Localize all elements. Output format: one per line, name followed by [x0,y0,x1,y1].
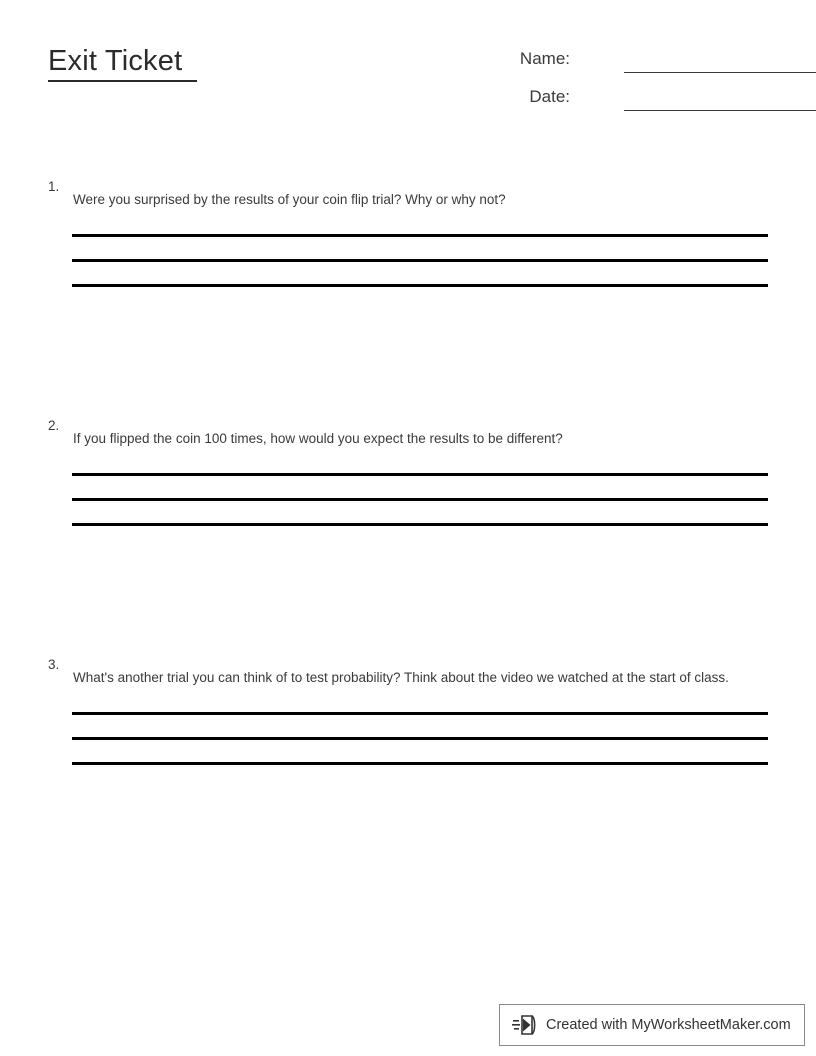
answer-line[interactable] [72,259,768,262]
question-number-1: 1. [48,179,60,194]
question-heading-2 [48,415,768,463]
answer-line[interactable] [72,284,768,287]
title-underline [48,80,197,82]
answer-lines-2 [72,473,768,526]
created-with-badge[interactable] [499,1004,805,1046]
question-block-3 [48,654,768,765]
answer-line[interactable] [72,737,768,740]
question-heading-3 [48,654,768,702]
worksheet-header [48,44,768,124]
answer-line[interactable] [72,762,768,765]
date-field-row [468,86,768,124]
answer-line[interactable] [72,712,768,715]
badge-text: Created with MyWorksheetMaker.com [546,1017,791,1033]
name-date-group [468,48,768,124]
answer-line[interactable] [72,234,768,237]
answer-line[interactable] [72,498,768,501]
question-number-2: 2. [48,418,60,433]
question-heading-1 [48,176,768,224]
question-block-1 [48,176,768,287]
question-text-2: If you flipped the coin 100 times, how would you expect the results to be different? [73,431,563,446]
answer-line[interactable] [72,523,768,526]
answer-lines-3 [72,712,768,765]
question-block-2 [48,415,768,526]
question-text-3: What's another trial you can think of to test probability? Think about the video we watched at the start of class. [73,670,729,685]
question-number-3: 3. [48,657,60,672]
answer-line[interactable] [72,473,768,476]
name-label: Name: [519,49,570,68]
worksheet-maker-logo-icon [512,1013,538,1037]
date-label: Date: [529,87,570,106]
answer-lines-1 [72,234,768,287]
name-input-line[interactable] [624,72,816,73]
page-title: Exit Ticket [48,45,183,77]
name-field-row [468,48,768,86]
question-text-1: Were you surprised by the results of your coin flip trial? Why or why not? [73,192,506,207]
date-input-line[interactable] [624,110,816,111]
